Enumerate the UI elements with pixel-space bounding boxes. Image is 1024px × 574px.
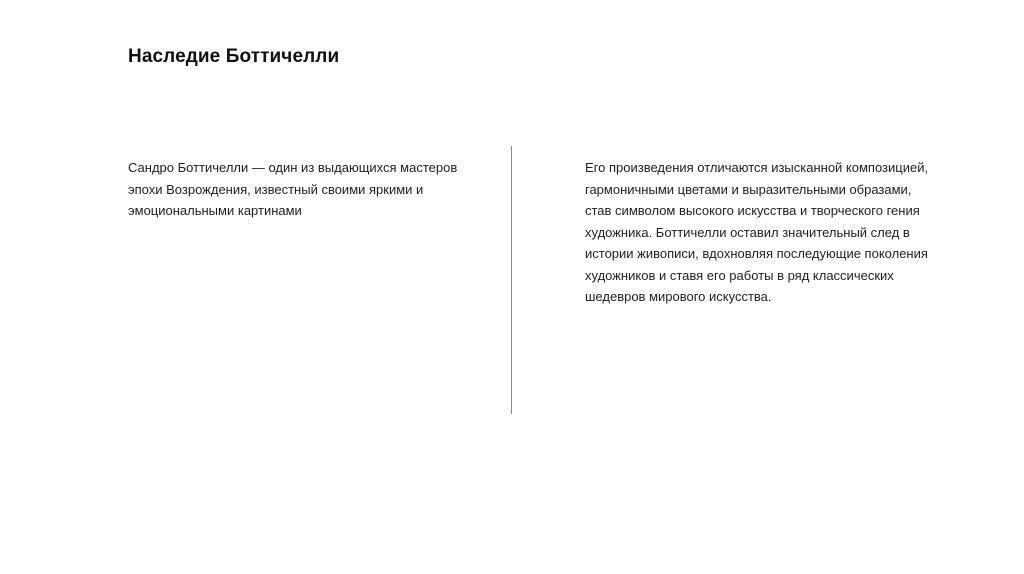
column-divider	[511, 146, 512, 414]
slide-title: Наследие Боттичелли	[128, 46, 340, 67]
left-text-block: Сандро Боттичелли — один из выдающихся мастеров эпохи Возрождения, известный своими яркими и эмоциональными картинами	[128, 160, 458, 218]
right-text-block: Его произведения отличаются изысканной композицией, гармоничными цветами и выразительными образами, став символом высокого искусства и творческого гения художника. Боттичелли оставил значительный след в истории живописи, вдохновляя последующие поколения художников и ставя его работы в ряд классических шедевров мирового искусства.	[585, 160, 929, 304]
